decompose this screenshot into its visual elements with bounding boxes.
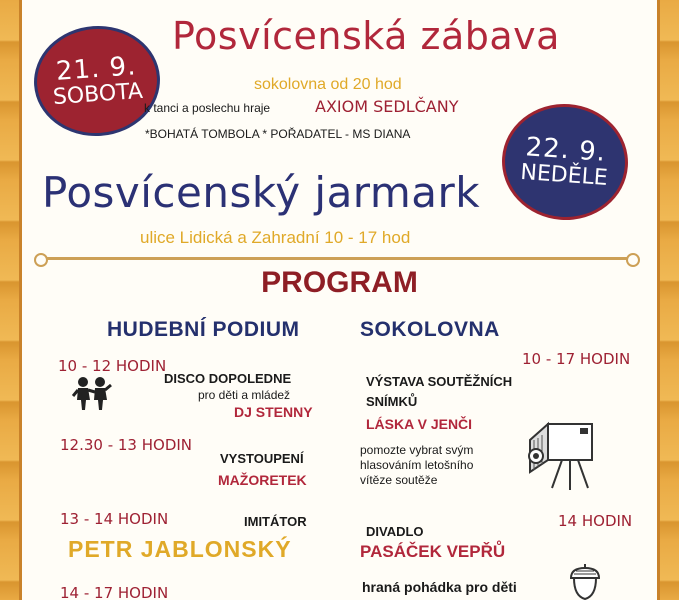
- left-wooden-frame: [0, 0, 22, 600]
- event-title: VYSTOUPENÍ: [220, 451, 304, 466]
- event-description: hraná pohádka pro děti: [362, 579, 517, 595]
- poster: [22, 0, 657, 600]
- badge-day: NEDĚLE: [519, 159, 609, 191]
- right-wooden-frame: [657, 0, 679, 600]
- event-title: DIVADLO: [366, 524, 424, 539]
- column-heading-sokolovna: SOKOLOVNA: [360, 318, 500, 341]
- sunday-date-badge: [498, 100, 632, 225]
- time-slot: 14 - 17 HODIN: [60, 584, 169, 600]
- event-subtitle: pro děti a mládež: [198, 388, 291, 402]
- event-title: IMITÁTOR: [244, 514, 307, 529]
- event-title: SNÍMKŮ: [366, 394, 418, 409]
- event-title: VÝSTAVA SOUTĚŽNÍCH: [366, 374, 513, 389]
- performer: DJ STENNY: [234, 404, 313, 420]
- badge-date: 22. 9.: [524, 132, 607, 168]
- jarmark-place: ulice Lidická a Zahradní 10 - 17 hod: [140, 228, 411, 247]
- gold-divider: [42, 257, 632, 260]
- event-description: hlasováním letošního: [360, 458, 474, 472]
- event-description: pomozte vybrat svým: [360, 443, 474, 457]
- time-slot: 10 - 17 HODIN: [522, 350, 631, 368]
- vintage-camera-icon: [522, 418, 602, 492]
- performer-highlight: PETR JABLONSKÝ: [68, 536, 292, 562]
- saturday-date-badge: [30, 22, 163, 141]
- column-heading-stage: HUDEBNÍ PODIUM: [107, 318, 300, 341]
- event-title: DISCO DOPOLEDNE: [164, 371, 292, 386]
- time-slot: 13 - 14 HODIN: [60, 510, 169, 528]
- zabava-title: Posvícenská zábava: [172, 14, 560, 58]
- performer: LÁSKA V JENČI: [366, 416, 473, 432]
- time-slot: 12.30 - 13 HODIN: [60, 436, 193, 454]
- jarmark-title: Posvícenský jarmark: [42, 168, 481, 217]
- time-slot: 14 HODIN: [558, 512, 633, 530]
- event-description: vítěze soutěže: [360, 473, 438, 487]
- performer: PASÁČEK VEPŘŮ: [360, 542, 506, 561]
- performer: MAŽORETEK: [218, 472, 307, 488]
- badge-date: 21. 9.: [54, 51, 138, 87]
- extras-line: *BOHATÁ TOMBOLA * POŘADATEL - MS DIANA: [145, 127, 411, 141]
- music-prefix: k tanci a poslechu hraje: [144, 101, 271, 115]
- badge-day: SOBOTA: [52, 78, 144, 111]
- band-name: AXIOM SEDLČANY: [315, 97, 459, 116]
- time-slot: 10 - 12 HODIN: [58, 357, 167, 375]
- dancing-children-icon: [72, 376, 112, 412]
- acorn-icon: [568, 562, 602, 600]
- program-heading: PROGRAM: [261, 266, 418, 299]
- zabava-venue: sokolovna od 20 hod: [254, 76, 402, 93]
